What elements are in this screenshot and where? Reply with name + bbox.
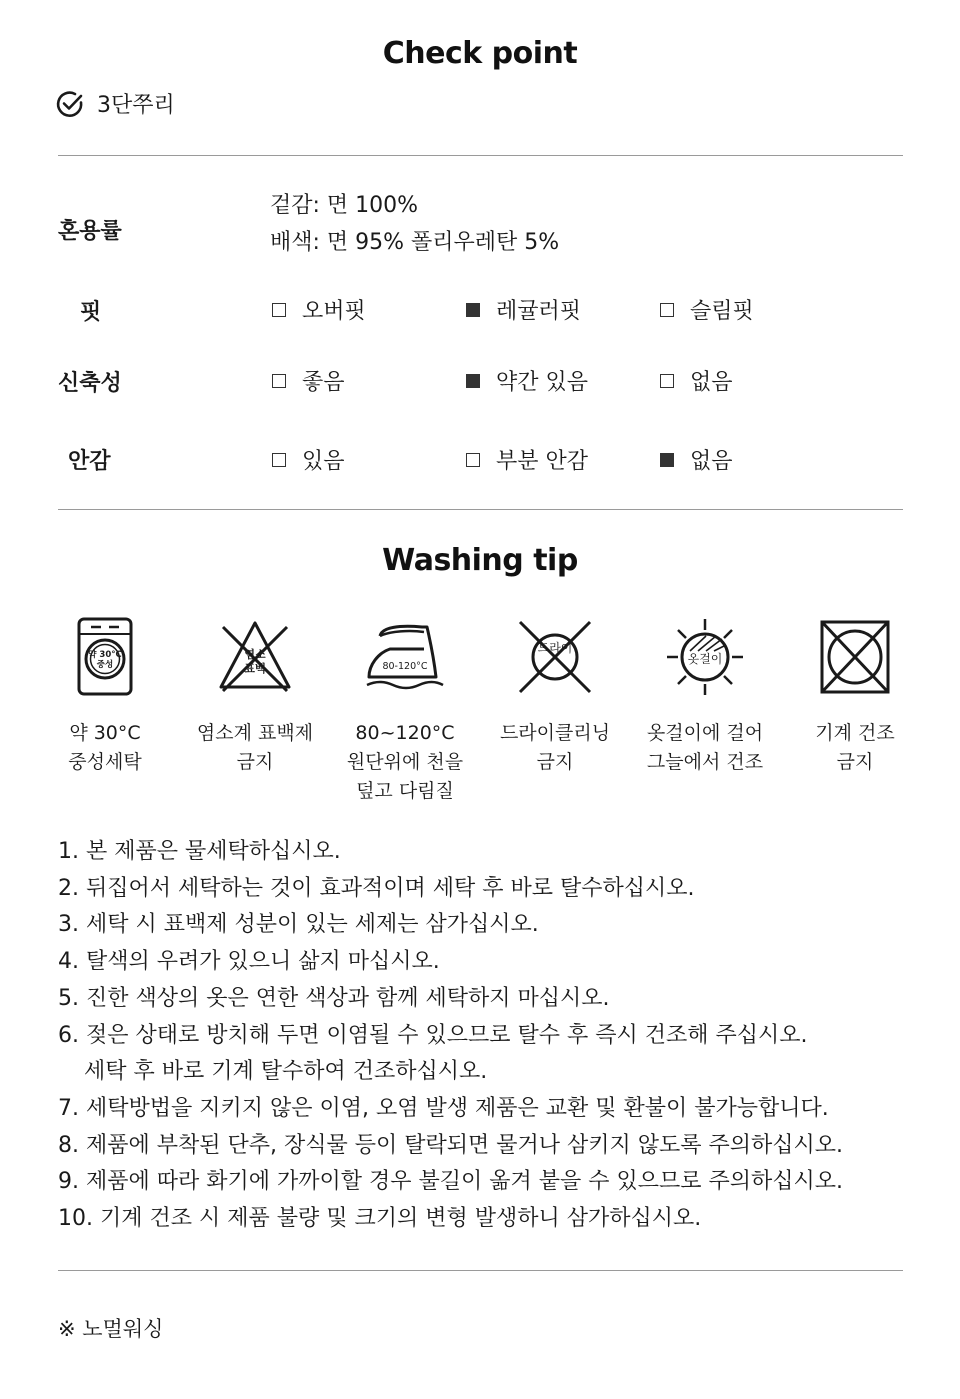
washing-note: 2. 뒤집어서 세탁하는 것이 효과적이며 세탁 후 바로 탈수하십시오. (58, 875, 695, 901)
checkbox (272, 303, 286, 317)
washing-icon-item (480, 615, 630, 806)
washing-note: 6. 젖은 상태로 방치해 두면 이염될 수 있으므로 탈수 후 즉시 건조해 주십시오. (58, 1022, 808, 1048)
fit-label: 핏 (80, 300, 102, 325)
washing-icon-caption: 80~120°C 원단위에 천을 덮고 다림질 (346, 722, 464, 802)
option-label: 오버핏 (302, 299, 366, 324)
checkbox (272, 453, 286, 467)
stretch-option (272, 365, 466, 396)
icon-inner-text: 약 30°C (88, 650, 122, 660)
blend-line: 배색: 면 95% 폴리우레탄 5% (270, 230, 560, 255)
washing-icon-item (180, 615, 330, 806)
blend-line: 겉감: 면 100% (270, 193, 419, 218)
lining-option (272, 444, 466, 475)
washing-note: 5. 진한 색상의 옷은 연한 색상과 함께 세탁하지 마십시오. (58, 985, 610, 1011)
stretch-label: 신축성 (58, 371, 122, 396)
washing-icon-caption: 기계 건조 금지 (815, 722, 895, 773)
washing-icon-caption: 드라이클리닝 금지 (499, 722, 611, 773)
divider (58, 1270, 903, 1271)
lining-label: 안감 (68, 449, 111, 474)
checkbox (466, 453, 480, 467)
stretch-option (660, 365, 854, 396)
fit-options (272, 294, 854, 325)
check-point-item-text: 3단쭈리 (97, 93, 175, 118)
option-label: 슬림핏 (690, 299, 754, 324)
stretch-options (272, 365, 854, 396)
normal-wash-note: ※ 노멀워싱 (58, 1317, 164, 1341)
wash-30-icon (60, 615, 150, 701)
option-label: 없음 (690, 370, 733, 395)
washing-notes (58, 834, 843, 1238)
option-label: 부분 안감 (496, 449, 589, 474)
checkbox-checked (660, 453, 674, 467)
icon-inner-text: 드라이 (537, 641, 573, 655)
option-label: 좋음 (302, 370, 345, 395)
checkbox-checked (466, 374, 480, 388)
check-circle-icon (55, 89, 85, 119)
no-bleach-icon (210, 615, 300, 701)
checkbox-checked (466, 303, 480, 317)
lining-options (272, 444, 854, 475)
washing-icon-caption: 염소계 표백제 금지 (196, 722, 314, 773)
check-point-title: Check point (382, 36, 578, 71)
divider (58, 509, 903, 510)
iron-icon (360, 615, 450, 701)
washing-icon-item (630, 615, 780, 806)
washing-icon-caption: 옷걸이에 걸어 그늘에서 건조 (646, 722, 764, 773)
washing-icons (30, 615, 930, 806)
blend-label: 혼용률 (58, 219, 122, 244)
option-label: 없음 (690, 449, 733, 474)
washing-icon-item (30, 615, 180, 806)
shade-hang-dry-icon (660, 615, 750, 701)
divider (58, 155, 903, 156)
icon-inner-text: 중성 (96, 660, 114, 670)
fit-option (466, 294, 660, 325)
icon-inner-text: 옷걸이 (687, 652, 723, 666)
blend-values (270, 187, 559, 261)
lining-option (466, 444, 660, 475)
checkbox (272, 374, 286, 388)
washing-note: 7. 세탁방법을 지키지 않은 이염, 오염 발생 제품은 교환 및 환불이 불가능합니다. (58, 1095, 829, 1121)
icon-inner-text: 80-120°C (382, 661, 428, 672)
washing-icon-item (780, 615, 930, 806)
washing-note: 10. 기계 건조 시 제품 불량 및 크기의 변형 발생하니 삼가하십시오. (58, 1206, 702, 1232)
washing-icon-caption: 약 30°C 중성세탁 (68, 722, 142, 773)
icon-inner-text: 염소 (244, 648, 266, 661)
check-point-item (55, 88, 175, 119)
washing-note: 4. 탈색의 우려가 있으니 삶지 마십시오. (58, 949, 440, 975)
fit-option (660, 294, 854, 325)
washing-tip-title: Washing tip (382, 543, 578, 578)
no-dry-clean-icon (510, 615, 600, 701)
washing-icon-item (330, 615, 480, 806)
option-label: 약간 있음 (496, 370, 589, 395)
stretch-option (466, 365, 660, 396)
checkbox (660, 374, 674, 388)
washing-note: 3. 세탁 시 표백제 성분이 있는 세제는 삼가십시오. (58, 912, 539, 938)
lining-option (660, 444, 854, 475)
option-label: 있음 (302, 449, 345, 474)
fit-option (272, 294, 466, 325)
option-label: 레귤러핏 (496, 299, 582, 324)
washing-note: 8. 제품에 부착된 단추, 장식물 등이 탈락되면 물거나 삼키지 않도록 주의하십시오. (58, 1132, 843, 1158)
washing-note: 9. 제품에 따라 화기에 가까이할 경우 불길이 옮겨 붙을 수 있으므로 주의하십시오. (58, 1169, 843, 1195)
washing-note: 세탁 후 바로 기계 탈수하여 건조하십시오. (84, 1059, 488, 1085)
icon-inner-text: 표백 (244, 662, 266, 675)
washing-note: 1. 본 제품은 물세탁하십시오. (58, 839, 341, 864)
no-tumble-dry-icon (810, 615, 900, 701)
checkbox (660, 303, 674, 317)
